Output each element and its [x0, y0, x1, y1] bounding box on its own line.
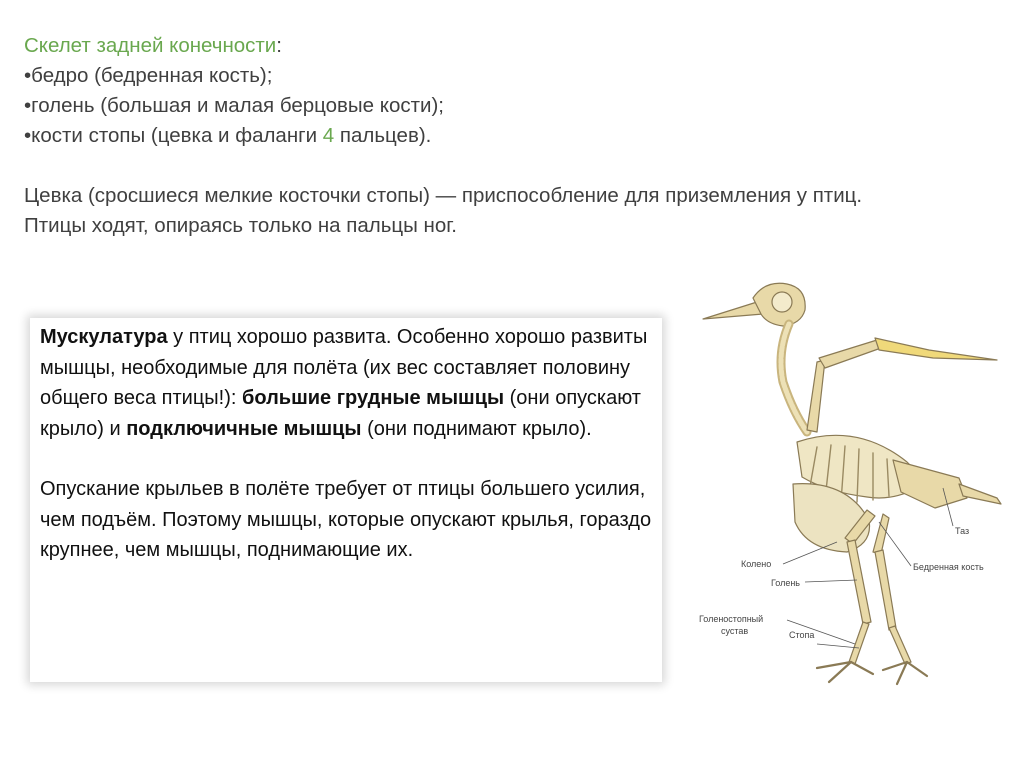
term-musculature: Мускулатура: [40, 326, 168, 348]
humerus: [807, 360, 825, 432]
heading: [24, 31, 1014, 61]
label-knee: Колено: [741, 559, 772, 569]
text-fragment: (они опускают: [504, 387, 641, 409]
bullet-foot-post: пальцев).: [334, 124, 432, 147]
forearm: [819, 340, 881, 368]
pelvis: [893, 460, 967, 508]
beak: [703, 302, 763, 319]
musculature-box: [30, 318, 662, 682]
bullet-foot-pre: •кости стопы (цевка и фаланги: [24, 124, 323, 147]
label-femur: Бедренная кость: [913, 562, 984, 572]
label-shin: Голень: [771, 578, 800, 588]
wing-effort-paragraph: Опускание крыльев в полёте требует от птицы большего усилия, чем подъём. Поэтому мышцы, которые опускают крылья, гораздо крупнее, чем мышцы, поднимающие их.: [40, 478, 652, 561]
heading-colon: :: [276, 34, 282, 57]
term-subclavian-muscles: подключичные мышцы: [126, 417, 362, 440]
bird-skeleton-figure: [697, 252, 1020, 708]
text-fragment: (они поднимают крыло).: [361, 417, 592, 440]
term-pectoral-muscles: большие грудные мышцы: [242, 387, 505, 409]
bullet-thigh: •бедро (бедренная кость);: [24, 64, 273, 87]
bullet-foot-number: 4: [322, 124, 335, 147]
tarsometatarsus-paragraph: Цевка (сросшиеся мелкие косточки стопы) — приспособление для приземления у птиц.: [24, 184, 863, 207]
heading-title: Скелет задней конечности: [24, 34, 277, 57]
musculature-paragraph: [40, 322, 660, 444]
hand-bones: [875, 338, 997, 360]
bullet-foot: [24, 121, 1014, 151]
leg-skeleton-text: [24, 31, 1014, 241]
label-pelvis: Таз: [955, 526, 970, 536]
bird-skeleton-illustration: [697, 252, 1020, 708]
bullet-shin: •голень (большая и малая берцовые кости);: [24, 94, 444, 117]
tibiotarsus: [847, 540, 871, 624]
walking-paragraph: Птицы ходят, опираясь только на пальцы ног.: [24, 214, 457, 237]
text-fragment: у птиц хорошо развита. Особенно хорошо развиты мышцы, необходимые для полёта (их вес составляет половину общего веса птицы!):: [40, 326, 648, 409]
label-foot: Стопа: [789, 630, 815, 640]
label-ankle-joint-2: сустав: [721, 626, 749, 636]
tail: [959, 484, 1001, 504]
musculature-text: [40, 322, 660, 566]
label-ankle-joint-1: Голеностопный: [699, 614, 764, 624]
text-fragment: крыло) и: [40, 417, 127, 440]
